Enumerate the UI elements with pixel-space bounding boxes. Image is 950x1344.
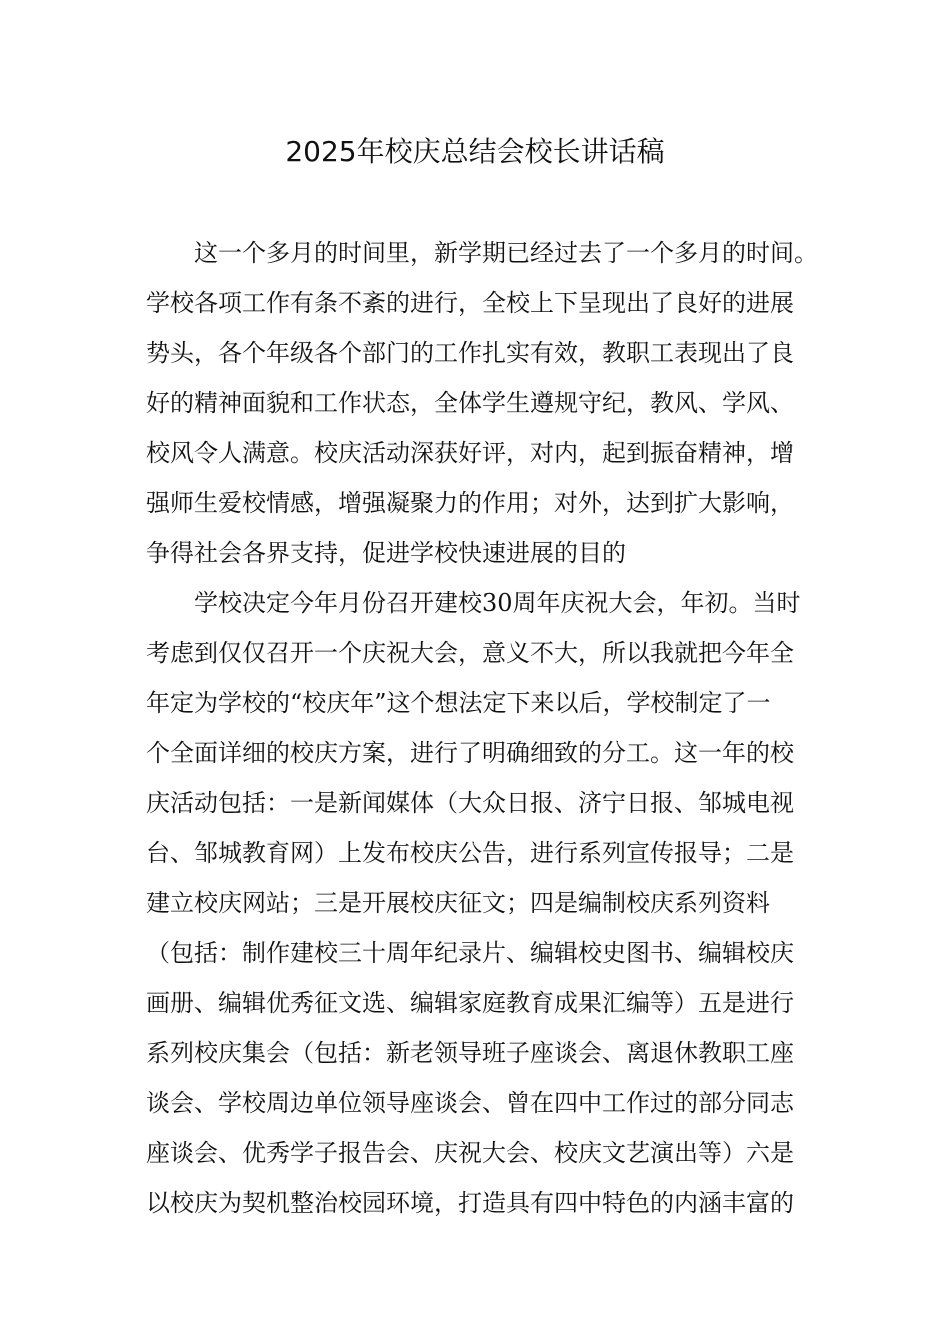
paragraph-2 bbox=[146, 578, 826, 1228]
paragraph-line: 谈会、学校周边单位领导座谈会、曾在四中工作过的部分同志 bbox=[146, 1089, 794, 1117]
paragraph-line: 庆活动包括：一是新闻媒体（大众日报、济宁日报、邹城电视 bbox=[146, 789, 794, 817]
paragraph-line: 争得社会各界支持，促进学校快速进展的目的 bbox=[146, 539, 626, 567]
paragraph-line: 校风令人满意。校庆活动深获好评，对内，起到振奋精神，增 bbox=[146, 439, 794, 467]
paragraph-line: 考虑到仅仅召开一个庆祝大会，意义不大，所以我就把今年全 bbox=[146, 639, 794, 667]
paragraph-line: 系列校庆集会（包括：新老领导班子座谈会、离退休教职工座 bbox=[146, 1039, 794, 1067]
document-body bbox=[146, 228, 826, 1228]
paragraph-line: 建立校庆网站；三是开展校庆征文；四是编制校庆系列资料 bbox=[146, 889, 770, 917]
paragraph-line: 座谈会、优秀学子报告会、庆祝大会、校庆文艺演出等）六是 bbox=[146, 1139, 794, 1167]
paragraph-line: 以校庆为契机整治校园环境，打造具有四中特色的内涵丰富的 bbox=[146, 1189, 794, 1217]
paragraph-line: 年定为学校的“校庆年”这个想法定下来以后，学校制定了一 bbox=[146, 689, 771, 717]
paragraph-line: 学校决定今年月份召开建校30周年庆祝大会，年初。当时 bbox=[194, 589, 801, 617]
paragraph-line: 画册、编辑优秀征文选、编辑家庭教育成果汇编等）五是进行 bbox=[146, 989, 794, 1017]
paragraph-line: 强师生爱校情感，增强凝聚力的作用；对外，达到扩大影响， bbox=[146, 489, 794, 517]
paragraph-1 bbox=[146, 228, 826, 578]
paragraph-line: （包括：制作建校三十周年纪录片、编辑校史图书、编辑校庆 bbox=[146, 939, 794, 967]
paragraph-line: 个全面详细的校庆方案，进行了明确细致的分工。这一年的校 bbox=[146, 739, 794, 767]
paragraph-line: 势头，各个年级各个部门的工作扎实有效，教职工表现出了良 bbox=[146, 339, 794, 367]
paragraph-line: 学校各项工作有条不紊的进行，全校上下呈现出了良好的进展 bbox=[146, 289, 794, 317]
paragraph-line: 这一个多月的时间里，新学期已经过去了一个多月的时间。 bbox=[194, 239, 818, 267]
document-title: 2025年校庆总结会校长讲话稿 bbox=[285, 135, 665, 168]
paragraph-line: 台、邹城教育网）上发布校庆公告，进行系列宣传报导；二是 bbox=[146, 839, 794, 867]
paragraph-line: 好的精神面貌和工作状态，全体学生遵规守纪，教风、学风、 bbox=[146, 389, 794, 417]
